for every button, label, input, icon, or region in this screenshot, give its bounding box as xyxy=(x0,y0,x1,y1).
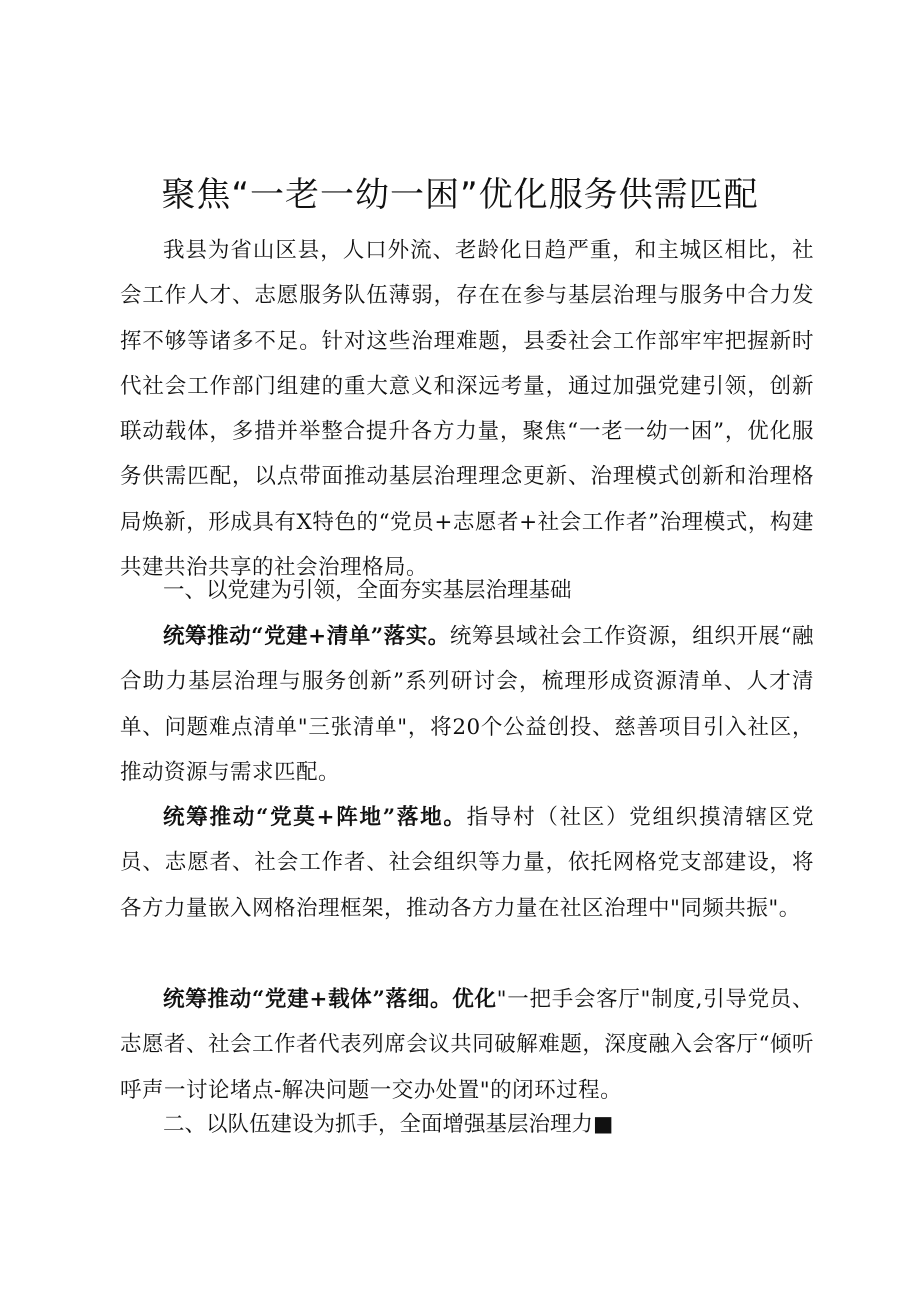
paragraph-text: "一把手会客厅"制度,引导党员、志愿者、社会工作者代表列席会议共同破解难题，深度融入会客厅“倾听呼声一讨论堵点-解决问题一交办处置"的闭环过程。 xyxy=(120,987,814,1103)
intro-paragraph: 我县为省山区县，人口外流、老龄化日趋严重，和主城区相比，社会工作人才、志愿服务队伍薄弱，存在在参与基层治理与服务中合力发挥不够等诸多不足。针对这些治理难题，县委社会工作部牢牢把握新时代社会工作部门组建的重大意义和深远考量，通过加强党建引领，创新联动载体，多措并举整合提升各方力量，聚焦“一老一幼一困”，优化服务供需匹配，以点带面推动基层治理理念更新、治理模式创新和治理格局焕新，形成具有X特色的“党员+志愿者+社会工作者”治理模式，构建共建共治共享的社会治理格局。 xyxy=(120,238,814,581)
section-1-paragraph-2 xyxy=(120,795,814,931)
section-1-paragraph-1 xyxy=(120,614,814,795)
section-heading-2: 二、以队伍建设为抓手，全面增强基层治理力■ xyxy=(163,1112,614,1137)
paragraph-lead: 统筹推动“党莫+阵地”落地。 xyxy=(163,805,467,830)
paragraph-text: 指导村（社区）党组织摸清辖区党员、志愿者、社会工作者、社会组织等力量，依托网格党支部建设，将各方力量嵌入网格治理框架，推动各方力量在社区治理中"同频共振"。 xyxy=(120,805,814,921)
paragraph-text: 统筹县域社会工作资源，组织开展“融合助力基层治理与服务创新”系列研讨会，梳理形成资源清单、人才清单、问题难点清单"三张清单"，将20个公益创投、慈善项目引入社区，推动资源与需求匹配。 xyxy=(120,624,815,785)
section-1-paragraph-3 xyxy=(120,977,814,1113)
document-title: 聚焦“一老一幼一困”优化服务供需匹配 xyxy=(161,175,759,215)
paragraph-lead: 统筹推动“党建+载体”落细。优化 xyxy=(163,987,497,1012)
section-heading-1: 一、以党建为引领，全面夯实基层治理基础 xyxy=(163,578,572,603)
paragraph-lead: 统筹推动“党建+清单”落实。 xyxy=(163,624,450,649)
